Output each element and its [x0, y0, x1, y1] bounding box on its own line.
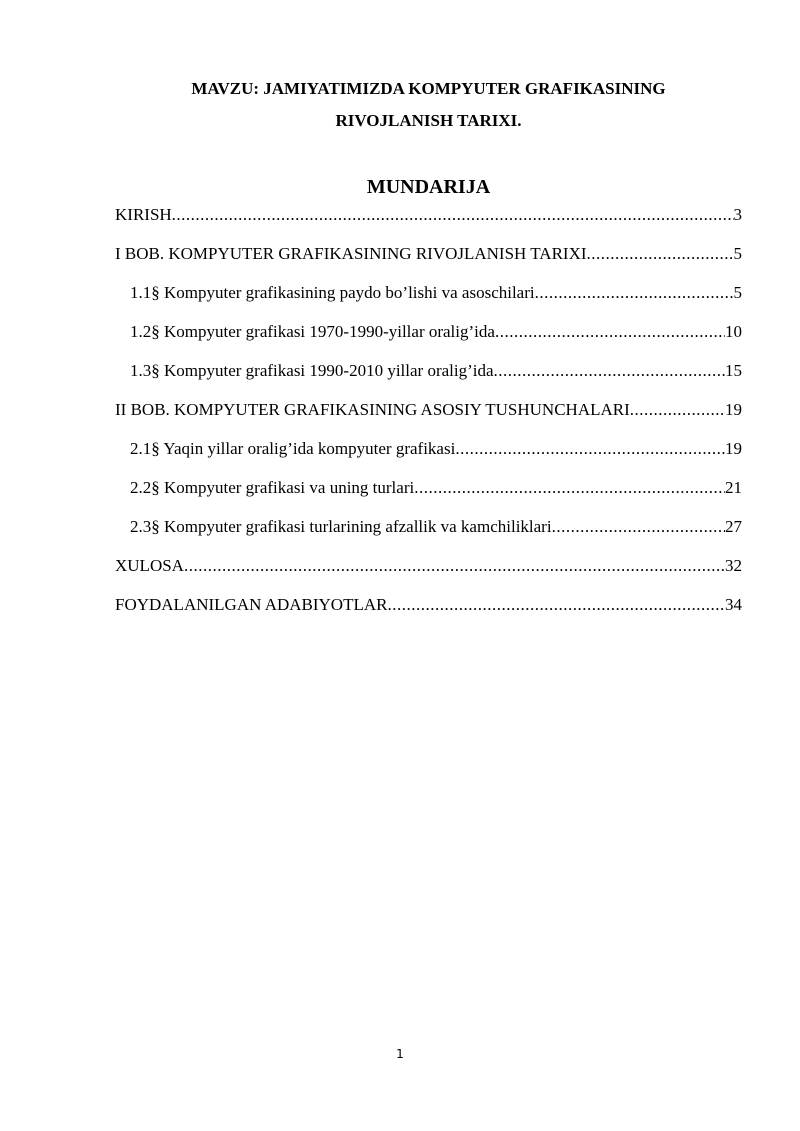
toc-dot-leader — [495, 320, 725, 344]
toc-dot-leader — [184, 554, 725, 578]
toc-dot-leader — [387, 593, 725, 617]
toc-entry-xulosa[interactable] — [115, 554, 742, 593]
toc-entry-title: FOYDALANILGAN ADABIYOTLAR — [115, 595, 388, 614]
toc-page-number: 15 — [725, 361, 742, 380]
toc-dot-leader — [494, 359, 725, 383]
toc-dot-leader — [455, 437, 725, 461]
toc-entry-title: 2.3§ Kompyuter grafikasi turlarining afzallik va kamchiliklari — [130, 517, 552, 536]
toc-entry-adabiyotlar[interactable] — [115, 593, 742, 632]
toc-page-number: 19 — [725, 400, 742, 419]
toc-entry-title: II BOB. KOMPYUTER GRAFIKASINING ASOSIY TUSHUNCHALARI — [115, 400, 630, 419]
toc-entry-title: XULOSA — [115, 556, 184, 575]
toc-entry-title: 2.2§ Kompyuter grafikasi va uning turlari — [130, 478, 415, 497]
toc-entry-section-1-2[interactable] — [115, 320, 742, 359]
toc-page-number: 5 — [733, 244, 742, 263]
toc-dot-leader — [414, 476, 725, 500]
toc-page-number: 3 — [733, 205, 742, 224]
toc-page-number: 5 — [733, 283, 742, 302]
toc-heading: MUNDARIJA — [366, 176, 491, 198]
document-title-line-1: MAVZU: JAMIYATIMIZDA KOMPYUTER GRAFIKASINING — [191, 79, 666, 98]
toc-entry-section-2-2[interactable] — [115, 476, 742, 515]
toc-entry-title: 1.2§ Kompyuter grafikasi 1970-1990-yillar oralig’ida — [130, 322, 495, 341]
toc-page-number: 21 — [725, 478, 742, 497]
toc-page-number: 27 — [725, 517, 742, 536]
toc-entry-section-2-1[interactable] — [115, 437, 742, 476]
toc-dot-leader — [552, 515, 725, 539]
page-number: 1 — [396, 1047, 404, 1061]
toc-entry-title: KIRISH — [115, 205, 172, 224]
toc-dot-leader — [172, 203, 734, 227]
table-of-contents — [115, 203, 742, 632]
toc-entry-title: I BOB. KOMPYUTER GRAFIKASINING RIVOJLANISH TARIXI — [115, 244, 587, 263]
toc-page-number: 34 — [725, 595, 742, 614]
toc-page-number: 32 — [725, 556, 742, 575]
toc-page-number: 10 — [725, 322, 742, 341]
toc-entry-section-2-3[interactable] — [115, 515, 742, 554]
toc-entry-section-1-3[interactable] — [115, 359, 742, 398]
toc-entry-section-1-1[interactable] — [115, 281, 742, 320]
toc-entry-title: 1.3§ Kompyuter grafikasi 1990-2010 yillar oralig’ida — [130, 361, 494, 380]
document-title-line-2: RIVOJLANISH TARIXI. — [335, 111, 522, 130]
toc-entry-chapter-2[interactable] — [115, 398, 742, 437]
toc-page-number: 19 — [725, 439, 742, 458]
toc-dot-leader — [587, 242, 734, 266]
toc-dot-leader — [535, 281, 734, 305]
toc-entry-title: 2.1§ Yaqin yillar oralig’ida kompyuter grafikasi — [130, 439, 456, 458]
toc-entry-kirish[interactable] — [115, 203, 742, 242]
toc-entry-chapter-1[interactable] — [115, 242, 742, 281]
toc-dot-leader — [630, 398, 725, 422]
toc-entry-title: 1.1§ Kompyuter grafikasining paydo bo’lishi va asoschilari — [130, 283, 535, 302]
